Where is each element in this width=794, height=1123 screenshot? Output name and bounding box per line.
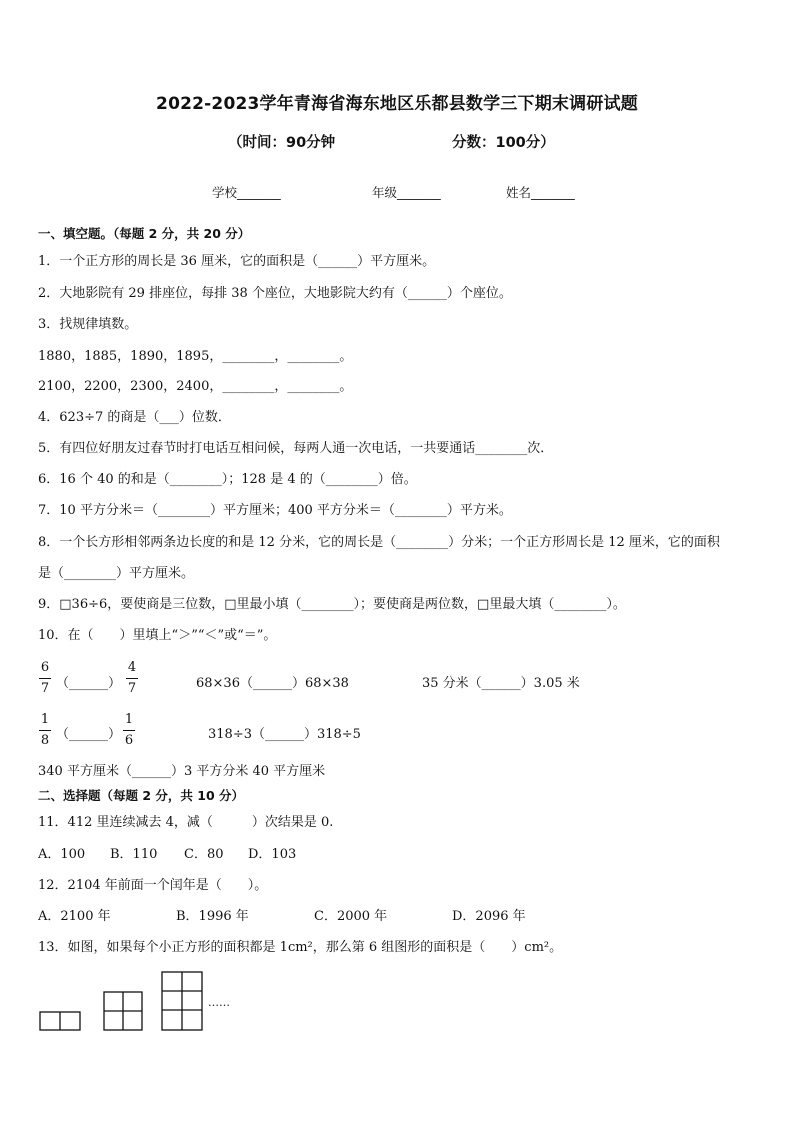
q11-option-c: C．80 [184, 847, 224, 862]
denominator: 6 [124, 733, 134, 748]
question-2: 2．大地影院有 29 排座位，每排 38 个座位，大地影院大约有（______）个座位。 [38, 286, 512, 301]
question-3: 3．找规律填数。 [38, 317, 138, 332]
question-8-line2: 是（________）平方厘米。 [38, 566, 195, 581]
fraction-bar [126, 678, 138, 679]
denominator: 7 [127, 681, 137, 696]
exam-time: （时间：90分钟 [228, 135, 336, 151]
question-9: 9．□36÷6，要使商是三位数，□里最小填（________）；要使商是两位数，□里最大填（________）。 [38, 597, 626, 612]
fraction-1-6 [122, 712, 136, 749]
fraction-bar [123, 730, 135, 731]
compare-blank-4: （______） [56, 727, 122, 742]
section2-heading: 二、选择题（每题 2 分，共 10 分） [38, 788, 245, 803]
compare-blank-1: （______） [56, 676, 122, 691]
compare-6: 340 平方厘米（______）3 平方分米 40 平方厘米 [38, 764, 326, 779]
q12-option-c: C．2000 年 [314, 909, 388, 924]
fraction-bar [39, 678, 51, 679]
q12-option-b: B．1996 年 [176, 909, 249, 924]
q12-option-a: A．2100 年 [38, 909, 111, 924]
q11-option-b: B．110 [110, 847, 158, 862]
fraction-4-7 [125, 660, 139, 697]
denominator: 7 [40, 681, 50, 696]
denominator: 8 [40, 733, 50, 748]
compare-5: 318÷3（______）318÷5 [208, 727, 361, 742]
continuation-dots: …… [208, 996, 230, 1009]
numerator: 1 [40, 712, 50, 727]
question-4: 4．623÷7 的商是（___）位数． [38, 410, 231, 425]
question-8-line1: 8．一个长方形相邻两条边长度的和是 12 分米，它的周长是（________）分米；一个正方形周长是 12 厘米，它的面积 [38, 535, 720, 550]
question-12: 12．2104 年前面一个闰年是（ ）。 [38, 878, 268, 893]
question-5: 5．有四位好朋友过春节时打电话互相问候，每两人通一次电话，一共要通话________次． [38, 441, 554, 456]
q11-option-d: D．103 [248, 847, 297, 862]
question-1: 1．一个正方形的周长是 36 厘米，它的面积是（______）平方厘米。 [38, 254, 436, 269]
numerator: 6 [40, 660, 50, 675]
question-7: 7．10 平方分米＝（________）平方厘米；400 平方分米＝（________）平方米。 [38, 503, 512, 518]
question-6: 6．16 个 40 的和是（________）；128 是 4 的（________）倍。 [38, 472, 417, 487]
exam-score: 分数：100分） [452, 135, 555, 151]
numerator: 1 [124, 712, 134, 727]
numerator: 4 [127, 660, 137, 675]
question-3-sequence-a: 1880，1885，1890，1895，________，________。 [38, 349, 353, 364]
page-title: 2022-2023学年青海省海东地区乐都县数学三下期末调研试题 [156, 94, 638, 114]
school-field: 学校_______ [212, 185, 281, 200]
question-13: 13．如图，如果每个小正方形的面积都是 1cm²，那么第 6 组图形的面积是（ ）cm²。 [38, 940, 563, 955]
fraction-1-8 [38, 712, 52, 749]
compare-2: 68×36（______）68×38 [196, 676, 349, 691]
compare-3: 35 分米（______）3.05 米 [422, 676, 580, 691]
question-3-sequence-b: 2100，2200，2300，2400，________，________。 [38, 379, 353, 394]
section1-heading: 一、填空题。（每题 2 分，共 20 分） [38, 226, 251, 241]
question-10: 10．在（ ）里填上“＞”“＜”或“＝”。 [38, 628, 277, 643]
grade-field: 年级_______ [372, 185, 441, 200]
q11-option-a: A．100 [38, 847, 86, 862]
fraction-bar [39, 730, 51, 731]
q12-option-d: D．2096 年 [452, 909, 526, 924]
question-11: 11．412 里连续减去 4，减（ ）次结果是 0. [38, 815, 334, 830]
name-field: 姓名_______ [506, 185, 575, 200]
fraction-6-7 [38, 660, 52, 697]
